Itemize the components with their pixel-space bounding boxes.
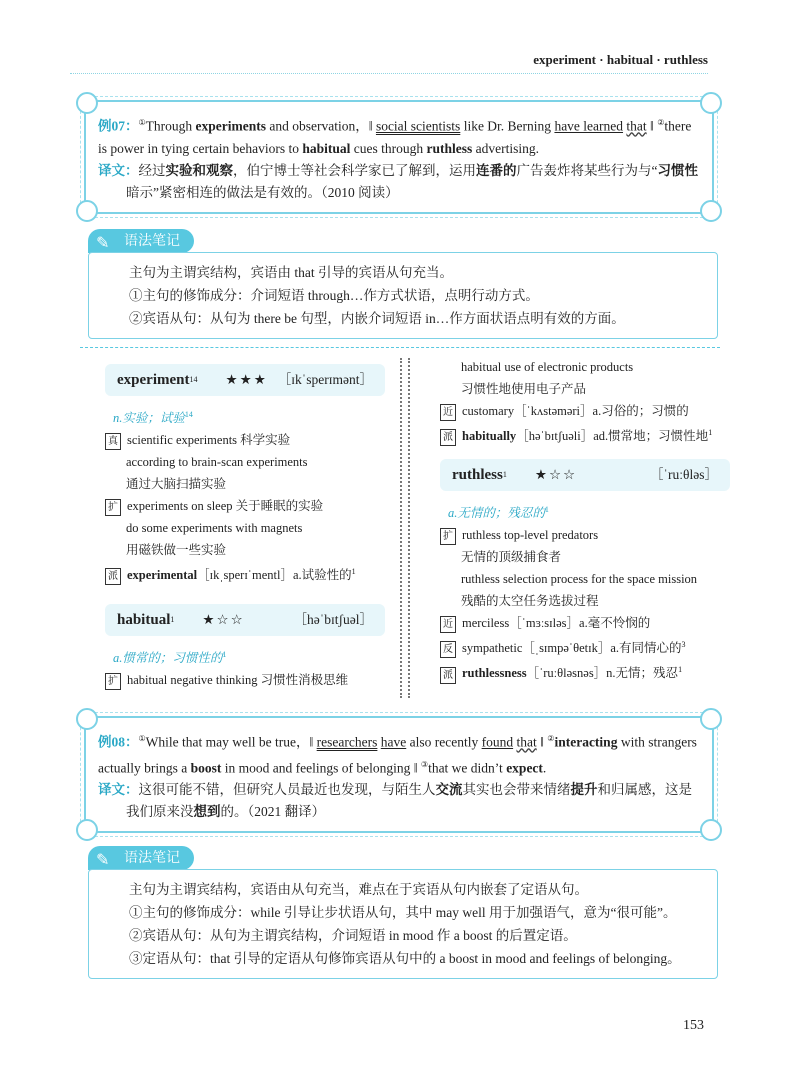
corner-ornament xyxy=(700,92,722,114)
vocab-left-column xyxy=(105,358,385,691)
header-title: experiment · habitual · ruthless xyxy=(533,52,708,67)
note-tag-label: 语法笔记 xyxy=(124,233,180,249)
corner-ornament xyxy=(76,92,98,114)
corner-ornament xyxy=(700,708,722,730)
derivative-def: ［həˈbɪtʃuəli］ad.惯常地；习惯性地 xyxy=(516,429,709,444)
text: ，伯宁博士等社会科学家已了解到，运用 xyxy=(233,162,476,178)
frequency: 1 xyxy=(351,567,356,577)
corner-ornament xyxy=(76,819,98,841)
frequency: 1 xyxy=(502,470,507,480)
keyword: expect xyxy=(506,760,543,775)
text: like Dr. Berning xyxy=(460,118,555,134)
frequency: 1 xyxy=(708,428,713,437)
frequency: 1 xyxy=(222,650,227,660)
phrase: habitual use of electronic products xyxy=(461,360,634,374)
clause-marker: ③ xyxy=(420,759,429,769)
phrase: do some experiments with magnets xyxy=(126,521,303,536)
text: that we didn’t xyxy=(428,760,507,775)
synonym: merciless［ˈmɜːsɪləs］a.毫不怜悯的 xyxy=(462,616,651,631)
text: 的。（2021 翻译） xyxy=(220,804,326,819)
keyword: 习惯性 xyxy=(657,162,698,178)
predicate: have xyxy=(380,734,407,750)
example-08-box xyxy=(84,716,714,833)
translation-label: 译文： xyxy=(98,782,139,797)
note-line: ①主句的修饰成分：介词短语 through…作方式状语，点明行动方式。 xyxy=(129,288,539,303)
headword: habitual xyxy=(117,612,171,629)
headword: ruthless xyxy=(452,467,503,484)
extend-icon: 扩 xyxy=(105,673,121,690)
corner-ornament xyxy=(76,200,98,222)
example-sentence xyxy=(98,112,700,160)
phrase: ruthless selection process for the space mission xyxy=(461,572,698,587)
text: ‖ xyxy=(646,118,658,134)
section-divider xyxy=(80,347,720,348)
phonetic: ［ˈruːθləs］ xyxy=(650,467,718,483)
example-sentence xyxy=(98,728,700,779)
predicate: have learned xyxy=(554,118,624,134)
clause-marker: ② xyxy=(657,118,665,127)
word-header-experiment xyxy=(105,364,385,396)
keyword: habitual xyxy=(302,140,351,156)
definition: a.无情的；残忍的 xyxy=(448,506,545,521)
phrase: 习惯性地使用电子产品 xyxy=(461,382,587,396)
phrase: 无情的顶级捕食者 xyxy=(461,550,562,565)
keyword: 提升 xyxy=(570,782,598,797)
text: cues through xyxy=(350,140,427,156)
text: Through xyxy=(145,118,196,134)
phrase: ruthless top-level predators xyxy=(462,528,599,543)
text: and observation，‖ xyxy=(266,118,376,134)
grammar-note-1 xyxy=(88,252,718,339)
text: . xyxy=(542,760,547,775)
note-line: 主句为主谓宾结构，宾语由从句充当，难点在于宾语从句内嵌套了定语从句。 xyxy=(129,882,588,897)
phrase: 通过大脑扫描实验 xyxy=(126,477,227,492)
keyword: 想到 xyxy=(193,804,221,819)
phrase: experiments on sleep 关于睡眠的实验 xyxy=(127,499,324,514)
keyword: 实验和观察 xyxy=(165,162,233,178)
phrase: habitual negative thinking 习惯性消极思维 xyxy=(127,673,349,688)
phrase: according to brain-scan experiments xyxy=(126,455,308,470)
clause-marker: ② xyxy=(547,734,555,743)
star-rating: ★★★ xyxy=(225,372,268,387)
text: advertising. xyxy=(472,140,539,156)
corner-ornament xyxy=(700,819,722,841)
predicate: found xyxy=(481,734,514,750)
text: ‖ xyxy=(536,734,548,750)
frequency: 14 xyxy=(184,410,193,419)
text: 和归属感，这是我们原来没 xyxy=(126,782,692,819)
star-rating: ★☆☆ xyxy=(202,612,245,628)
example-label: 例07： xyxy=(98,118,139,134)
definition: a.惯常的；习惯性的 xyxy=(113,651,223,666)
antonym: sympathetic［ˌsɪmpəˈθetɪk］a.有同情心的 xyxy=(462,641,682,656)
phonetic: ［həˈbɪtʃuəl］ xyxy=(293,612,373,628)
grammar-note-2 xyxy=(88,869,718,979)
antonym-icon: 反 xyxy=(440,641,456,658)
page-header xyxy=(0,40,800,70)
translation xyxy=(98,779,700,823)
frequency: 14 xyxy=(189,375,198,384)
note-line: ③定语从句：that 引导的定语从句修饰宾语从句中的 a boost in mood and feelings of belonging。 xyxy=(129,951,681,966)
keyword: ruthless xyxy=(426,140,473,156)
phrase: 残酷的太空任务选拔过程 xyxy=(461,594,599,609)
text: in mood and feelings of belonging ‖ xyxy=(221,760,421,775)
star-rating: ★☆☆ xyxy=(534,467,578,483)
derivative-word: habitually xyxy=(462,429,517,444)
frequency: 1 xyxy=(170,615,175,625)
conjunction: that xyxy=(516,734,537,750)
word-header-habitual xyxy=(105,604,385,636)
phonetic: ［ɪkˈsperɪmənt］ xyxy=(277,372,373,387)
translation xyxy=(98,160,700,204)
subject: researchers xyxy=(316,734,378,750)
text: there is power in tying certain behaviors to xyxy=(98,118,692,156)
text: While that may well be true，‖ xyxy=(145,734,317,750)
grammar-note-tag xyxy=(88,846,194,870)
example-07-box xyxy=(84,100,714,214)
keyword: 连番的 xyxy=(476,162,517,178)
pen-icon: ✎ xyxy=(96,850,110,869)
derivative-word: ruthlessness xyxy=(462,666,527,681)
example-label: 例08： xyxy=(98,734,139,750)
definition: n.实验；试验 xyxy=(113,411,185,426)
extend-icon: 扩 xyxy=(105,499,121,516)
subject: social scientists xyxy=(375,118,461,134)
page-number: 153 xyxy=(683,1018,704,1033)
translation-label: 译文： xyxy=(98,162,139,178)
derivative-def: ［ɪkˌsperɪˈmentl］a.试验性的 xyxy=(197,568,352,583)
derivative-def: ［ˈruːθləsnəs］n.无情；残忍 xyxy=(526,666,679,681)
frequency: 1 xyxy=(544,505,549,515)
clause-marker: ① xyxy=(138,734,146,743)
text: with strangers actually brings a xyxy=(98,734,697,775)
phrase: 用磁铁做一些实验 xyxy=(126,543,227,558)
derivative-icon: 派 xyxy=(440,429,456,446)
keyword: boost xyxy=(190,760,222,775)
real-exam-icon: 真 xyxy=(105,433,121,450)
text: also recently xyxy=(406,734,482,750)
keyword: 交流 xyxy=(435,782,463,797)
phrase: scientific experiments 科学实验 xyxy=(127,433,291,448)
synonym-icon: 近 xyxy=(440,404,456,421)
frequency: 3 xyxy=(681,640,686,650)
keyword: experiments xyxy=(195,118,267,134)
note-tag-label: 语法笔记 xyxy=(124,850,180,866)
text: 其实也会带来情绪 xyxy=(462,782,571,797)
frequency: 1 xyxy=(678,665,683,675)
conjunction: that xyxy=(626,118,647,134)
pen-icon: ✎ xyxy=(96,233,110,252)
corner-ornament xyxy=(700,200,722,222)
text: 广告轰炸将某些行为与“ xyxy=(516,162,658,178)
synonym-icon: 近 xyxy=(440,616,456,633)
note-line: ①主句的修饰成分：while 引导让步状语从句，其中 may well 用于加强语气，意为“很可能”。 xyxy=(129,905,677,920)
note-line: ②宾语从句：从句为 there be 句型，内嵌介词短语 in…作方面状语点明有效的方面。 xyxy=(129,311,625,326)
keyword: interacting xyxy=(554,734,618,750)
headword: experiment xyxy=(117,372,190,388)
clause-marker: ① xyxy=(138,118,146,127)
word-header-ruthless xyxy=(440,459,730,491)
header-rule xyxy=(70,73,708,74)
derivative-icon: 派 xyxy=(105,568,121,585)
synonym: customary［ˈkʌstəməri］a.习俗的；习惯的 xyxy=(462,404,689,418)
derivative-word: experimental xyxy=(127,568,198,583)
note-line: ②宾语从句：从句为主谓宾结构，介词短语 in mood 作 a boost 的后置定语。 xyxy=(129,928,577,943)
grammar-note-tag xyxy=(88,229,194,253)
text: 这很可能不错，但研究人员最近也发现，与陌生人 xyxy=(138,782,436,797)
text: 经过 xyxy=(138,162,166,178)
corner-ornament xyxy=(76,708,98,730)
note-line: 主句为主谓宾结构，宾语由 that 引导的宾语从句充当。 xyxy=(129,265,453,280)
column-divider xyxy=(400,358,410,698)
derivative-icon: 派 xyxy=(440,667,456,684)
vocab-right-column xyxy=(440,356,730,685)
text: 暗示”紧密相连的做法是有效的。（2010 阅读） xyxy=(126,184,399,200)
extend-icon: 扩 xyxy=(440,528,456,545)
